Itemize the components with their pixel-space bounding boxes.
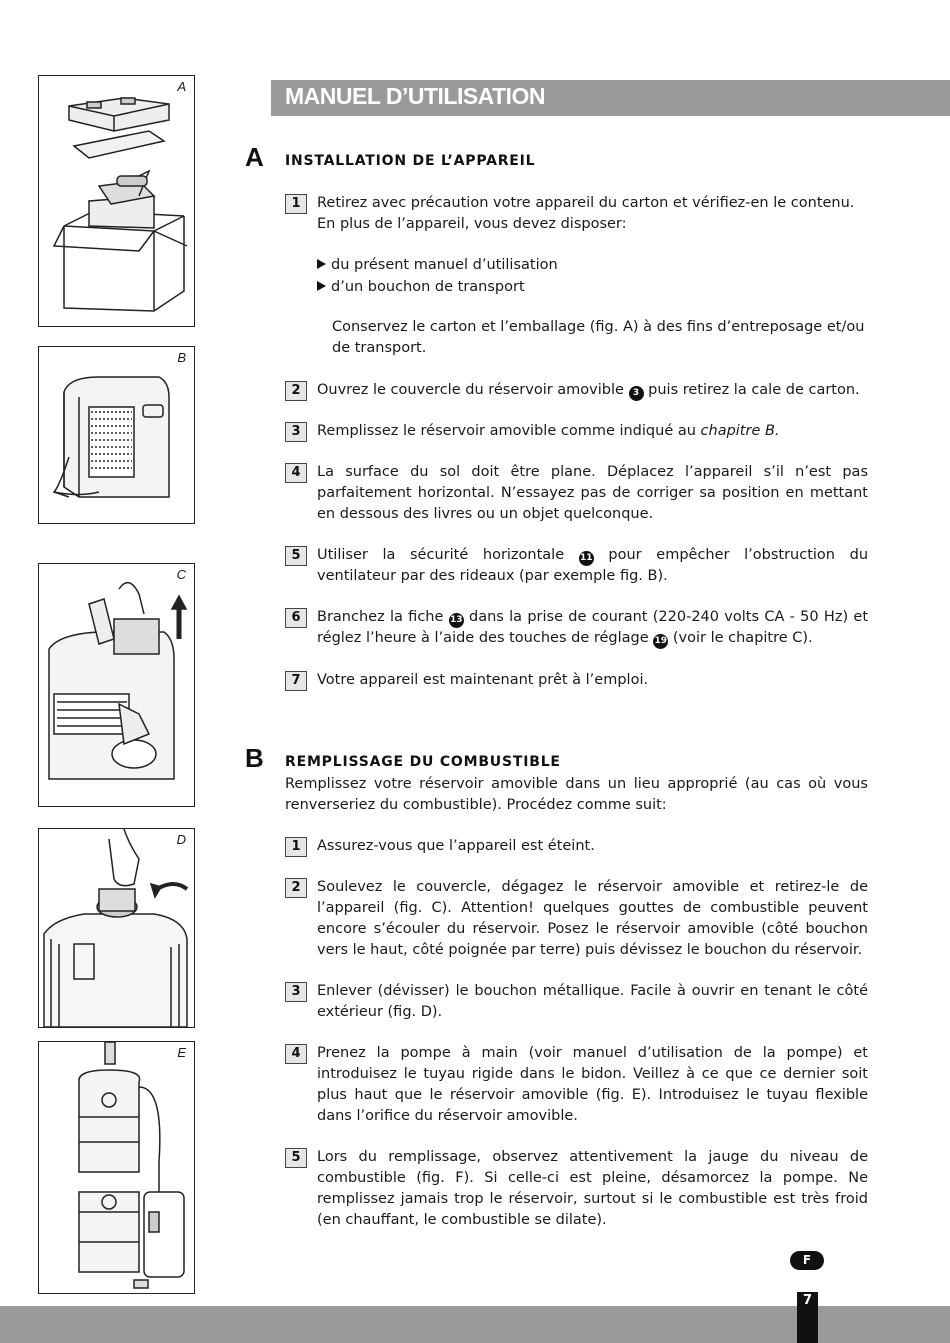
figure-c — [38, 563, 195, 807]
step-line: En plus de l’appareil, vous devez disposer: — [317, 216, 627, 232]
section-b-letter: B — [245, 743, 264, 773]
step-number: 1 — [285, 837, 307, 857]
step-text — [317, 607, 868, 649]
step-number: 3 — [285, 982, 307, 1002]
figure-label: E — [177, 1045, 186, 1060]
step-text: Votre appareil est maintenant prêt à l’emploi. — [317, 672, 649, 688]
step-line: Retirez avec précaution votre appareil du carton et vérifiez-en le contenu. — [317, 195, 855, 211]
step-number: 6 — [285, 608, 307, 628]
figure-label: A — [177, 79, 186, 94]
step-text: Enlever (dévisser) le bouchon métallique. Facile à ouvrir en tenant le côté extérieur (fig. D). — [317, 983, 868, 1020]
step-text-part: Branchez la fiche — [317, 609, 444, 625]
triangle-bullet-icon — [317, 281, 326, 291]
step-text-part: (voir le chapitre C). — [672, 630, 813, 646]
language-badge: F — [790, 1251, 824, 1270]
step-text: Soulevez le couvercle, dégagez le réservoir amovible et retirez-le de l’appareil (fig. C). Attention! quelques gouttes de combustible peuvent encore s’écouler du réservoir. Posez le réservoir amovible (côté bouchon vers le haut, côté poignée par terre) puis dévissez le bouchon du réservoir. — [317, 879, 868, 958]
step-text: Lors du remplissage, observez attentivement la jauge du niveau de combustible (fig. F). Si celle-ci est pleine, désamorcez la pompe. Ne remplissez jamais trop le réservoir, surtout si le combustible est très froid (en chauffant, le combustible se dilate). — [317, 1149, 868, 1228]
page-title: MANUEL D’UTILISATION — [285, 83, 546, 109]
step-text-part: Remplissez le réservoir amovible comme indiqué au — [317, 423, 701, 439]
step-text — [317, 545, 868, 587]
step-number: 4 — [285, 1044, 307, 1064]
figure-b — [38, 346, 195, 524]
step-number: 5 — [285, 1148, 307, 1168]
page-number: 7 — [797, 1292, 818, 1343]
step-text: Assurez-vous que l’appareil est éteint. — [317, 838, 595, 854]
pump-filling-illustration — [39, 1042, 194, 1293]
figure-d — [38, 828, 195, 1028]
reference-number-icon: 13 — [449, 613, 464, 628]
reference-number-icon: 3 — [629, 386, 644, 401]
section-b-intro: Remplissez votre réservoir amovible dans un lieu approprié (au cas où vous renverseriez du combustible). Procédez comme suit: — [285, 776, 868, 813]
tank-removal-illustration — [39, 564, 194, 806]
step-text — [317, 193, 868, 235]
figure-e — [38, 1041, 195, 1294]
step-text-part: dans la prise de courant (220-240 volts CA - 50 Hz) et réglez l’heure à l’aide des touches de réglage — [317, 609, 869, 646]
section-b-title: REMPLISSAGE DU COMBUSTIBLE — [285, 754, 561, 770]
figure-label: D — [176, 832, 186, 847]
bullet-item — [317, 255, 558, 276]
step-number: 2 — [285, 381, 307, 401]
step-text-part: puis retirez la cale de carton. — [648, 382, 860, 398]
cap-unscrewing-illustration — [39, 829, 194, 1027]
triangle-bullet-icon — [317, 259, 326, 269]
step-text-part: Ouvrez le couvercle du réservoir amovible — [317, 382, 624, 398]
box-unpacking-illustration — [39, 76, 194, 326]
step-number: 7 — [285, 671, 307, 691]
figure-a — [38, 75, 195, 327]
chapter-reference: chapitre B. — [700, 423, 780, 439]
step-number: 3 — [285, 422, 307, 442]
note-text: Conservez le carton et l’emballage (fig. A) à des fins d’entreposage et/ou de transport. — [332, 319, 865, 356]
step-number: 2 — [285, 878, 307, 898]
step-text-part: pour empêcher l’obstruction du ventilateur par des rideaux (par exemple fig. B). — [317, 547, 869, 584]
step-text — [317, 380, 868, 401]
heater-rear-illustration — [39, 347, 194, 523]
figure-label: C — [176, 567, 186, 582]
page-header — [271, 80, 950, 116]
step-number: 1 — [285, 194, 307, 214]
step-text: Prenez la pompe à main (voir manuel d’utilisation de la pompe) et introduisez le tuyau rigide dans le bidon. Veillez à ce que ce dernier soit plus haut que le réservoir amovible (fig. E). Introduisez le tuyau flexible dans l’orifice du réservoir amovible. — [317, 1045, 868, 1124]
step-text — [317, 421, 868, 442]
step-text-part: Utiliser la sécurité horizontale — [317, 547, 565, 563]
section-a-letter: A — [245, 142, 264, 172]
bullet-text: d’un bouchon de transport — [331, 279, 525, 295]
bullet-item — [317, 277, 525, 298]
step-text: La surface du sol doit être plane. Déplacez l’appareil s’il n’est pas parfaitement horizontal. N’essayez pas de corriger sa position en mettant en dessous des livres ou un objet quelconque. — [317, 464, 868, 522]
reference-number-icon: 11 — [579, 551, 594, 566]
bullet-text: du présent manuel d’utilisation — [331, 257, 558, 273]
reference-number-icon: 19 — [653, 634, 668, 649]
step-number: 4 — [285, 463, 307, 483]
section-a-title: INSTALLATION DE L’APPAREIL — [285, 153, 536, 169]
step-number: 5 — [285, 546, 307, 566]
figure-label: B — [177, 350, 186, 365]
